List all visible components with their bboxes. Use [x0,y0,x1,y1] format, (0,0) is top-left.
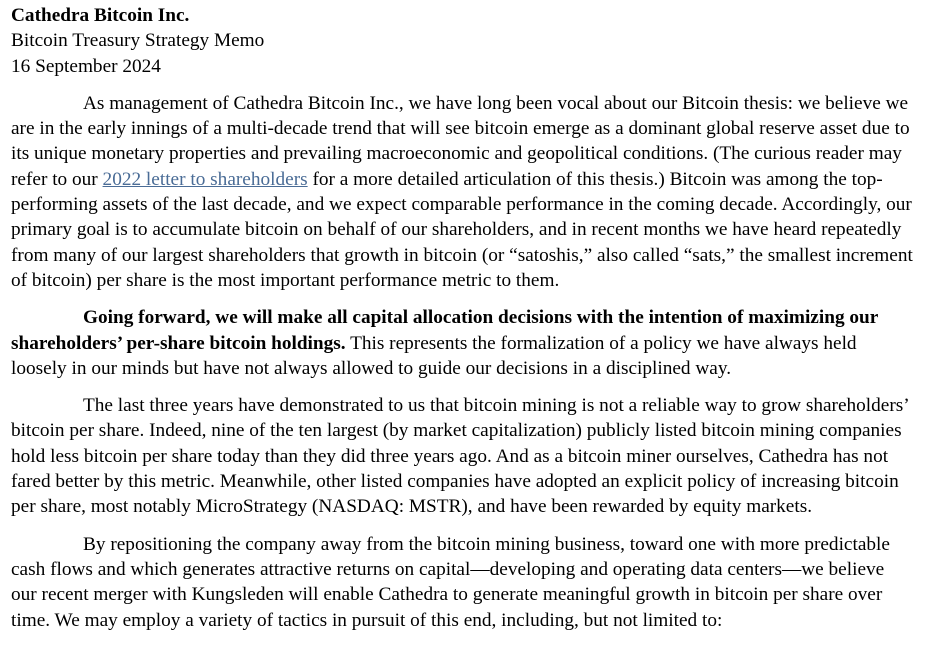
company-name: Cathedra Bitcoin Inc. [11,5,190,26]
paragraph-line: time. We may employ a variety of tactics in pursuit of this end, including, but not limited to: [11,609,723,631]
paragraph-line: of bitcoin) per share is the most important performance metric to them. [11,269,560,291]
paragraph-line: performing assets of the last decade, and we expect comparable performance in the coming decade. Accordingly, our [11,194,912,216]
paragraph-line: As management of Cathedra Bitcoin Inc., we have long been vocal about our Bitcoin thesis: we believe we [83,92,909,114]
paragraph-2 [11,305,950,381]
paragraph-line [11,331,950,356]
paragraph-line: By repositioning the company away from the bitcoin mining business, toward one with more predictable [83,533,890,555]
link-trail-text: for a more detailed articulation of this thesis.) Bitcoin was among the top- [307,168,883,190]
paragraph-line: fared better by this metric. Meanwhile, other listed companies have adopted an explicit policy of increasing bitcoin [11,471,899,493]
paragraph-line: hold less bitcoin per share today than they did three years ago. And as a bitcoin miner ourselves, Cathedra has not [11,445,889,467]
paragraph-line: our recent merger with Kungsleden will enable Cathedra to generate meaningful growth in bitcoin per share over [11,584,883,606]
bold-statement: shareholders’ per-share bitcoin holdings. [11,332,346,354]
paragraph-3 [11,393,950,519]
paragraph-line: from many of our largest shareholders that growth in bitcoin (or “satoshis,” also called “sats,” the smallest increment [11,244,913,266]
paragraph-line: bitcoin per share. Indeed, nine of the ten largest (by market capitalization) publicly listed bitcoin mining companies [11,420,902,442]
memo-title: Bitcoin Treasury Strategy Memo [11,30,265,52]
link-lead-text: refer to our [11,168,103,190]
paragraph-bold-line: Going forward, we will make all capital allocation decisions with the intention of maximizing our [83,307,879,329]
memo-date: 16 September 2024 [11,55,161,77]
paragraph-line: per share, most notably MicroStrategy (NASDAQ: MSTR), and have been rewarded by equity markets. [11,496,813,518]
paragraph-line: primary goal is to accumulate bitcoin on behalf of our shareholders, and in recent months we have heard repeatedly [11,219,902,241]
paragraph-4 [11,532,950,633]
paragraph-line: cash flows and which generates attractive returns on capital—developing and operating data centers—we believe [11,558,885,580]
paragraph-line: loosely in our minds but have not always allowed to guide our decisions in a disciplined way. [11,357,732,379]
paragraph-line: its unique monetary properties and prevailing macroeconomic and geopolitical conditions. (The curious reader may [11,143,902,165]
paragraph-line-with-link [11,167,950,192]
paragraph-line: The last three years have demonstrated to us that bitcoin mining is not a reliable way to grow shareholders’ [83,395,910,417]
paragraph-line: are in the early innings of a multi-decade trend that will see bitcoin emerge as a dominant global reserve asset due to [11,118,910,140]
shareholder-letter-link[interactable]: 2022 letter to shareholders [102,168,308,190]
paragraph-1 [11,91,950,293]
statement-continuation: This represents the formalization of a policy we have always held [345,332,857,354]
